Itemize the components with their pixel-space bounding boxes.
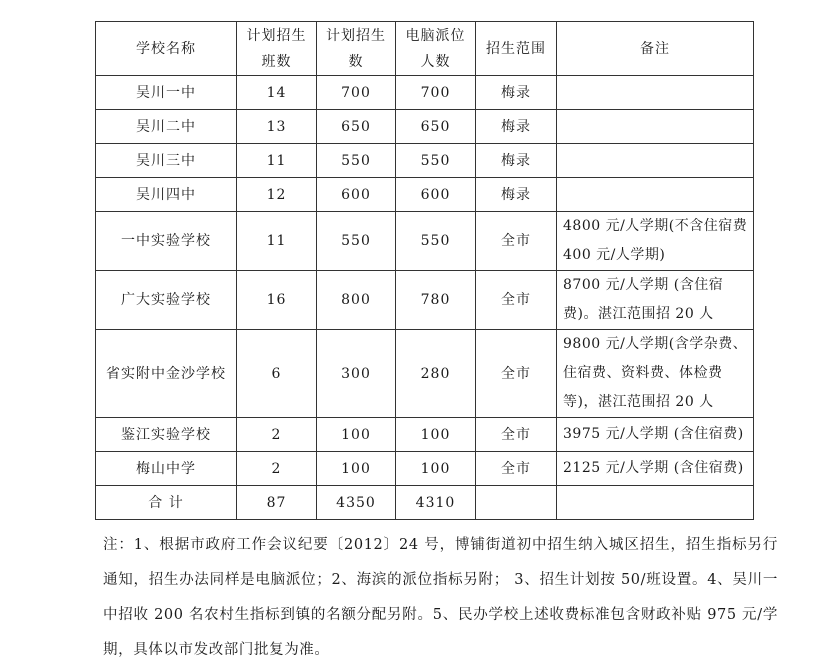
total-remark — [557, 486, 754, 520]
cell-enroll: 650 — [317, 110, 396, 144]
cell-remark — [557, 144, 754, 178]
header-classes: 计划招生班数 — [237, 22, 317, 76]
cell-remark: 9800 元/人学期(含学杂费、住宿费、资料费、体检费等)，湛江范围招 20 人 — [557, 330, 754, 418]
table-row — [96, 418, 754, 452]
cell-remark: 3975 元/人学期 (含住宿费) — [557, 418, 754, 452]
cell-enroll: 800 — [317, 271, 396, 330]
cell-school: 吴川二中 — [96, 110, 237, 144]
header-computer: 电脑派位人数 — [396, 22, 476, 76]
cell-classes: 13 — [237, 110, 317, 144]
total-enroll: 4350 — [317, 486, 396, 520]
cell-classes: 11 — [237, 212, 317, 271]
cell-school: 鉴江实验学校 — [96, 418, 237, 452]
cell-remark — [557, 76, 754, 110]
table-row — [96, 178, 754, 212]
footnote: 注：1、根据市政府工作会议纪要〔2012〕24 号，博铺街道初中招生纳入城区招生，招生指标另行通知，招生办法同样是电脑派位；2、海滨的派位指标另附； 3、招生计划按 50/班设置。4、吴川一中招收 200 名农村生指标到镇的名额分配另附。5、民办学校上述收费标准包含财政补贴 975 元/学期，具体以市发改部门批复为准。 — [103, 537, 778, 658]
cell-school: 广大实验学校 — [96, 271, 237, 330]
cell-scope: 全市 — [476, 212, 557, 271]
table-row — [96, 144, 754, 178]
cell-scope: 全市 — [476, 330, 557, 418]
cell-computer: 650 — [396, 110, 476, 144]
cell-remark — [557, 110, 754, 144]
cell-school: 吴川三中 — [96, 144, 237, 178]
cell-school: 吴川一中 — [96, 76, 237, 110]
cell-computer: 550 — [396, 212, 476, 271]
cell-classes: 12 — [237, 178, 317, 212]
cell-computer: 780 — [396, 271, 476, 330]
cell-computer: 600 — [396, 178, 476, 212]
table-row — [96, 271, 754, 330]
cell-classes: 14 — [237, 76, 317, 110]
cell-enroll: 700 — [317, 76, 396, 110]
cell-scope: 全市 — [476, 271, 557, 330]
cell-enroll: 600 — [317, 178, 396, 212]
cell-computer: 550 — [396, 144, 476, 178]
enrollment-table — [95, 21, 754, 520]
cell-computer: 100 — [396, 452, 476, 486]
header-school: 学校名称 — [96, 22, 237, 76]
cell-enroll: 550 — [317, 212, 396, 271]
total-label: 合 计 — [96, 486, 237, 520]
table-row — [96, 110, 754, 144]
cell-classes: 2 — [237, 452, 317, 486]
cell-remark — [557, 178, 754, 212]
header-remark: 备注 — [557, 22, 754, 76]
cell-scope: 梅录 — [476, 178, 557, 212]
table-row — [96, 452, 754, 486]
cell-school: 吴川四中 — [96, 178, 237, 212]
cell-school: 一中实验学校 — [96, 212, 237, 271]
total-computer: 4310 — [396, 486, 476, 520]
cell-computer: 700 — [396, 76, 476, 110]
cell-scope: 梅录 — [476, 76, 557, 110]
header-scope: 招生范围 — [476, 22, 557, 76]
total-row — [96, 486, 754, 520]
cell-classes: 11 — [237, 144, 317, 178]
cell-remark: 2125 元/人学期 (含住宿费) — [557, 452, 754, 486]
cell-enroll: 100 — [317, 418, 396, 452]
cell-scope: 梅录 — [476, 110, 557, 144]
table-row — [96, 212, 754, 271]
cell-remark: 4800 元/人学期(不含住宿费 400 元/人学期) — [557, 212, 754, 271]
total-scope — [476, 486, 557, 520]
header-enroll: 计划招生数 — [317, 22, 396, 76]
cell-enroll: 100 — [317, 452, 396, 486]
cell-remark: 8700 元/人学期 (含住宿费)。湛江范围招 20 人 — [557, 271, 754, 330]
table-row — [96, 330, 754, 418]
cell-school: 省实附中金沙学校 — [96, 330, 237, 418]
cell-computer: 280 — [396, 330, 476, 418]
cell-school: 梅山中学 — [96, 452, 237, 486]
cell-enroll: 300 — [317, 330, 396, 418]
cell-scope: 全市 — [476, 418, 557, 452]
cell-classes: 16 — [237, 271, 317, 330]
header-row — [96, 22, 754, 76]
cell-classes: 2 — [237, 418, 317, 452]
cell-classes: 6 — [237, 330, 317, 418]
cell-scope: 梅录 — [476, 144, 557, 178]
cell-computer: 100 — [396, 418, 476, 452]
cell-enroll: 550 — [317, 144, 396, 178]
total-classes: 87 — [237, 486, 317, 520]
cell-scope: 全市 — [476, 452, 557, 486]
table-row — [96, 76, 754, 110]
